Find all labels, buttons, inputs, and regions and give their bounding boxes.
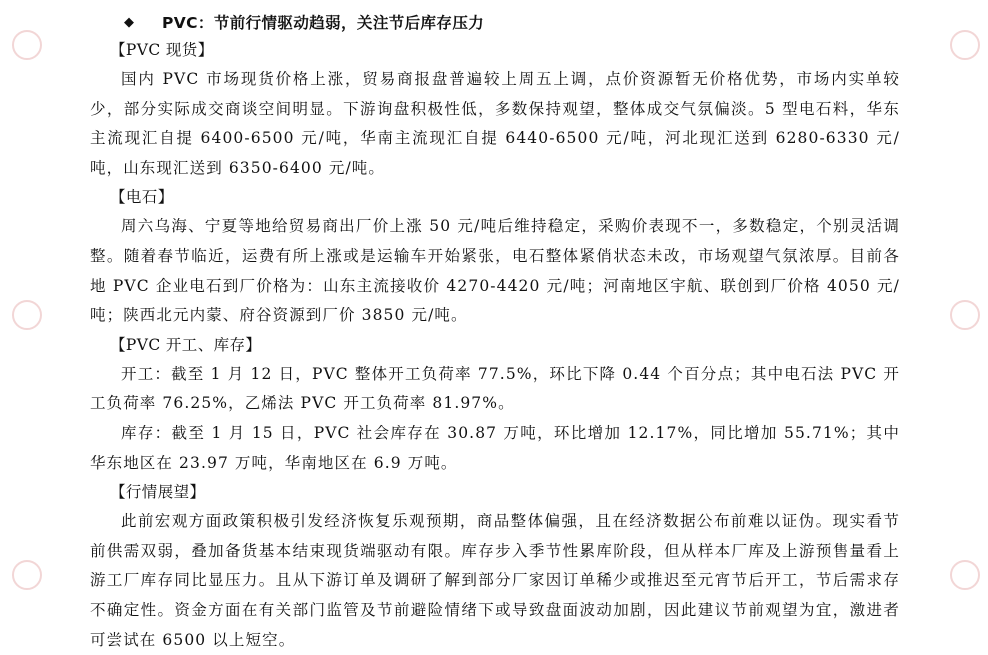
heading-title: PVC：节前行情驱动趋弱，关注节后库存压力 — [162, 14, 485, 32]
section-operation-inventory — [90, 331, 900, 478]
subsection-title-outlook: 【行情展望】 — [110, 483, 206, 502]
paragraph-operation: 开工：截至 1 月 12 日，PVC 整体开工负荷率 77.5%，环比下降 0.44 个百分点；其中电石法 PVC 开工负荷率 76.25%，乙烯法 PVC 开工负荷率 81.97%。 — [90, 364, 900, 413]
section-heading — [124, 8, 900, 36]
paragraph-outlook: 此前宏观方面政策积极引发经济恢复乐观预期，商品整体偏强，且在经济数据公布前难以证伪。现实看节前供需双弱，叠加备货基本结束现货端驱动有限。库存步入季节性累库阶段，但从样本厂库及上游预售量看上游工厂库存同比显压力。且从下游订单及调研了解到部分厂家因订单稀少或推迟至元宵节后开工，节后需求存不确定性。资金方面在有关部门监管及节前避险情绪下或导致盘面波动加剧，因此建议节前观望为宜，激进者可尝试在 6500 以上短空。 — [90, 512, 900, 649]
subsection-title-operation-inventory: 【PVC 开工、库存】 — [110, 335, 262, 354]
section-spot — [90, 36, 900, 183]
subsection-title-carbide: 【电石】 — [110, 188, 174, 207]
paragraph-inventory: 库存：截至 1 月 15 日，PVC 社会库存在 30.87 万吨，环比增加 12.17%，同比增加 55.71%；其中华东地区在 23.97 万吨，华南地区在 6.9 万吨。 — [90, 423, 900, 472]
paragraph-spot: 国内 PVC 市场现货价格上涨，贸易商报盘普遍较上周五上调，点价资源暂无价格优势，市场内实单较少，部分实际成交商谈空间明显。下游询盘积极性低，多数保持观望，整体成交气氛偏淡。5 型电石料，华东主流现汇自提 6400-6500 元/吨，华南主流现汇自提 6440-6500 元/吨，河北现汇送到 6280-6330 元/吨，山东现汇送到 6350-6400 元/吨。 — [90, 70, 900, 177]
paragraph-carbide: 周六乌海、宁夏等地给贸易商出厂价上涨 50 元/吨后维持稳定，采购价表现不一，多数稳定，个别灵活调整。随着春节临近，运费有所上涨或是运输车开始紧张，电石整体紧俏状态未改，市场观望气氛浓厚。目前各地 PVC 企业电石到厂价格为：山东主流接收价 4270-4420 元/吨；河南地区宇航、联创到厂价格 4050 元/吨；陕西北元内蒙、府谷资源到厂价 3850 元/吨。 — [90, 217, 900, 325]
diamond-bullet-icon: ◆ — [124, 14, 135, 30]
section-outlook — [90, 478, 900, 655]
section-carbide — [90, 183, 900, 330]
subsection-title-spot: 【PVC 现货】 — [110, 41, 214, 59]
